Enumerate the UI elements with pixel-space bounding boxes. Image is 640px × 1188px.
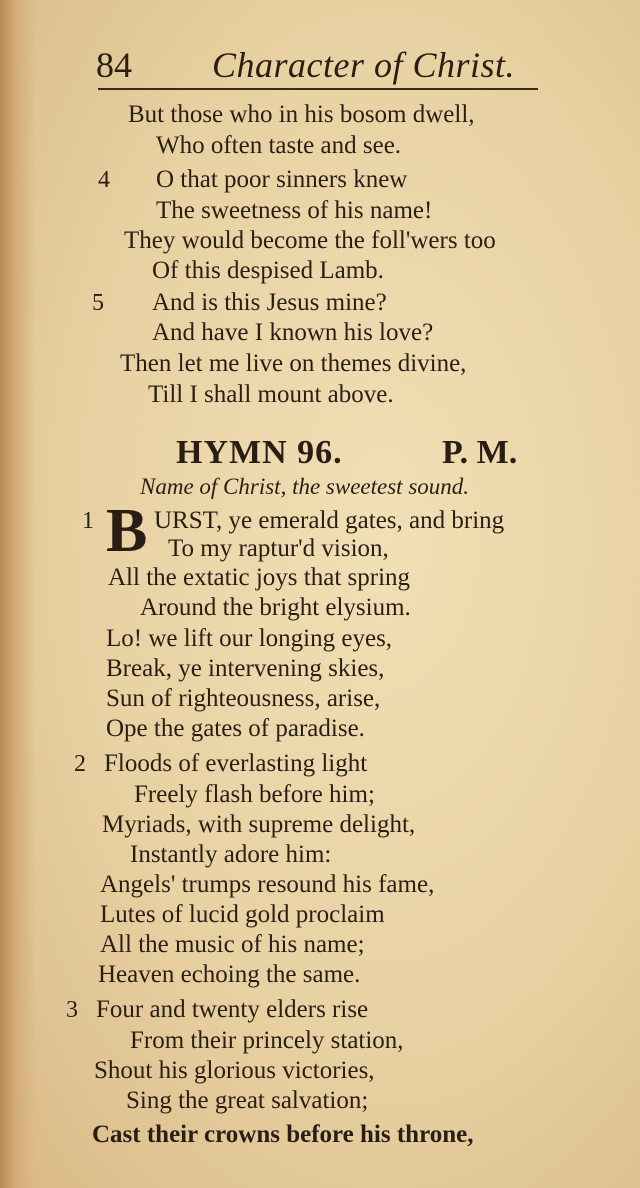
verse-line: Till I shall mount above. xyxy=(148,381,394,408)
verse-line: To my raptur'd vision, xyxy=(168,535,389,562)
running-header xyxy=(0,40,640,90)
verse-line: From their princely station, xyxy=(130,1027,404,1054)
stanza-number: 4 xyxy=(98,167,110,193)
verse-line: Myriads, with supreme delight, xyxy=(102,811,416,838)
stanza-number: 3 xyxy=(66,997,78,1023)
verse-line: All the music of his name; xyxy=(100,931,365,958)
verse-line: Around the bright elysium. xyxy=(140,594,411,621)
running-title: Character of Christ. xyxy=(212,45,516,85)
verse-line: Four and twenty elders rise xyxy=(96,996,369,1023)
hymn-subtitle: Name of Christ, the sweetest sound. xyxy=(140,474,470,499)
verse-line: Lutes of lucid gold proclaim xyxy=(100,901,385,928)
verse-line: O that poor sinners knew xyxy=(156,166,408,193)
verse-line: Heaven echoing the same. xyxy=(98,961,361,988)
verse-line: Freely flash before him; xyxy=(134,781,375,808)
stanza-number: 5 xyxy=(92,290,104,316)
verse-line: The sweetness of his name! xyxy=(156,197,433,224)
verse-line: But those who in his bosom dwell, xyxy=(128,101,475,128)
hymn-meter: P. M. xyxy=(442,434,518,471)
hymn-title: HYMN 96. xyxy=(176,434,343,471)
verse-line: Instantly adore him: xyxy=(130,841,332,868)
verse-line: Then let me live on themes divine, xyxy=(120,350,467,377)
verse-line: And have I known his love? xyxy=(152,319,434,346)
page-edge-shadow xyxy=(0,0,36,1188)
verse-line: All the extatic joys that spring xyxy=(108,564,411,591)
verse-line: Lo! we lift our longing eyes, xyxy=(106,625,393,652)
verse-line: URST, ye emerald gates, and bring xyxy=(154,507,505,534)
verse-line: Sun of righteousness, arise, xyxy=(106,685,381,712)
verse-line: Who often taste and see. xyxy=(156,132,402,159)
stanza-number: 2 xyxy=(74,751,86,777)
verse-line: They would become the foll'wers too xyxy=(124,227,496,254)
verse-line: Shout his glorious victories, xyxy=(94,1057,375,1084)
drop-cap: B xyxy=(106,497,148,565)
verse-line: Ope the gates of paradise. xyxy=(106,715,365,742)
stanza-number: 1 xyxy=(82,508,94,534)
verse-line: And is this Jesus mine? xyxy=(152,289,387,316)
verse-line: Of this despised Lamb. xyxy=(152,257,384,284)
header-rule xyxy=(98,88,538,90)
verse-line: Break, ye intervening skies, xyxy=(106,655,385,682)
verse-line: Cast their crowns before his throne, xyxy=(92,1121,474,1148)
verse-line: Angels' trumps resound his fame, xyxy=(100,871,435,898)
page-number: 84 xyxy=(96,45,132,85)
verse-line: Sing the great salvation; xyxy=(126,1087,369,1114)
verse-line: Floods of everlasting light xyxy=(104,750,368,777)
